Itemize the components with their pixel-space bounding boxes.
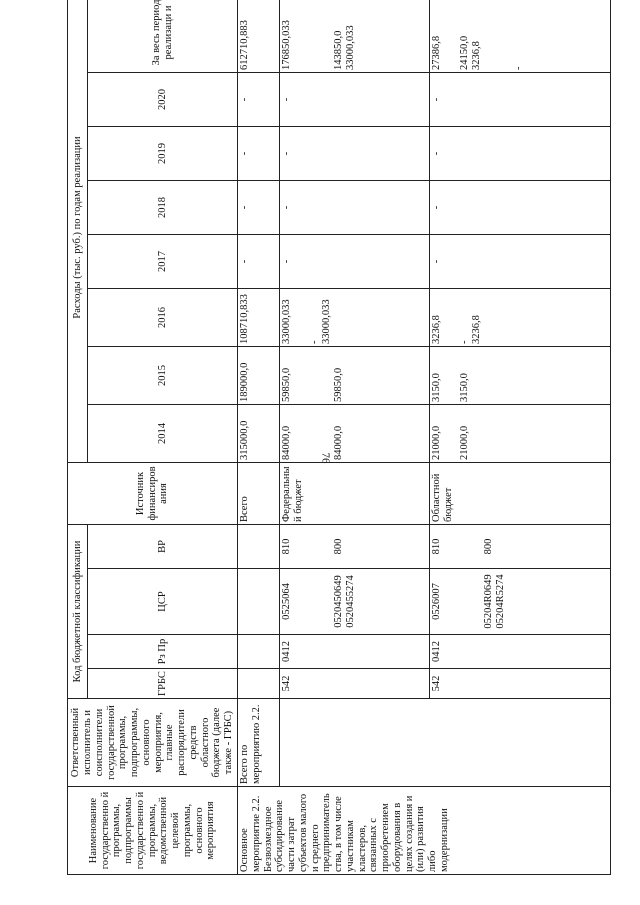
header-year-2020: 2020 xyxy=(88,72,238,126)
header-year-2015: 2015 xyxy=(88,346,238,404)
row3-csr: 0526007 05204R0649 05204R5274 xyxy=(430,569,611,635)
row1-2016: 108710,833 xyxy=(238,288,280,346)
header-name: Наименование государственно й программы, подпрограммы государственно й программы, ведомственной целевой программы, основного мероприятия xyxy=(68,787,238,875)
row1-2018: - xyxy=(238,180,280,234)
row3-source: Областной бюджет xyxy=(430,462,611,524)
row2-2018: - xyxy=(280,180,430,234)
rotated-table-container xyxy=(67,0,610,875)
row1-2014: 315000,0 xyxy=(238,404,280,462)
row2-2020: - xyxy=(280,72,430,126)
row2-grbs: 542 xyxy=(280,669,430,699)
row2-2017: - xyxy=(280,234,430,288)
row1-source: Всего xyxy=(238,462,280,524)
row2-csr: 0525064 0520450649 0520455274 xyxy=(280,569,430,635)
header-source: Источник финансиров ания xyxy=(68,462,238,524)
table-row xyxy=(280,0,430,875)
table-row xyxy=(238,0,280,875)
budget-table xyxy=(67,0,611,875)
row2-rzpr: 0412 xyxy=(280,635,430,669)
row3-2016: 3236,8 - 3236,8 xyxy=(430,288,611,346)
header-year-2018: 2018 xyxy=(88,180,238,234)
row3-2018: - xyxy=(430,180,611,234)
row1-2017: - xyxy=(238,234,280,288)
header-code: Код бюджетной классификации xyxy=(68,524,88,698)
row3-total: 27386,8 24150,0 3236,8 - xyxy=(430,0,611,72)
row1-2015: 189000,0 xyxy=(238,346,280,404)
header-year-2014: 2014 xyxy=(88,404,238,462)
row3-rzpr: 0412 xyxy=(430,635,611,669)
row2-vr: 810 800 xyxy=(280,524,430,568)
row2-2019: - xyxy=(280,126,430,180)
activity-title: Основное мероприятие 2.2. xyxy=(239,795,262,872)
row2-2014: 84000,0 84000,0 xyxy=(280,404,430,462)
header-csr: ЦСР xyxy=(88,569,238,635)
row3-2015: 3150,0 3150,0 xyxy=(430,346,611,404)
row-name-main xyxy=(238,787,611,875)
row3-2014: 21000,0 21000,0 xyxy=(430,404,611,462)
header-grbs: ГРБС xyxy=(88,669,238,699)
row3-grbs: 542 xyxy=(430,669,611,699)
row1-2019: - xyxy=(238,126,280,180)
header-rzpr: Рз Пр xyxy=(88,635,238,669)
row1-resp: Всего по мероприятию 2.2. xyxy=(238,699,280,787)
row2-total: 176850,033 143850,0 33000,033 xyxy=(280,0,430,72)
row3-vr: 810 800 xyxy=(430,524,611,568)
header-responsible: Ответственный исполнитель и соисполнители государственной программы, подпрограммы, основного мероприятия, главные распорядители средств областного бюджета (далее также - ГРБС) xyxy=(68,699,238,787)
row3-2020: - xyxy=(430,72,611,126)
activity-description: Безвозмездное субсидирование части затрат субъектов малого и среднего предпринимательства, в том числе участникам кластеров, связанных с приобретением оборудования в целях создания и (или) развития либо модернизации xyxy=(262,793,450,872)
header-year-2016: 2016 xyxy=(88,288,238,346)
row2-2016: 33000,033 - 33000,033 xyxy=(280,288,430,346)
header-vr: ВР xyxy=(88,524,238,568)
header-year-2019: 2019 xyxy=(88,126,238,180)
row1-2020: - xyxy=(238,72,280,126)
header-expenses: Расходы (тыс. руб.) по годам реализации xyxy=(68,0,88,462)
header-total: За весь период реализаци и xyxy=(88,0,238,72)
row1-total: 612710,883 xyxy=(238,0,280,72)
page-number: 76 xyxy=(319,452,332,464)
row2-2015: 59850,0 59850,0 xyxy=(280,346,430,404)
row3-2019: - xyxy=(430,126,611,180)
row3-2017: - xyxy=(430,234,611,288)
row2-source: Федеральный бюджет xyxy=(280,462,430,524)
header-year-2017: 2017 xyxy=(88,234,238,288)
